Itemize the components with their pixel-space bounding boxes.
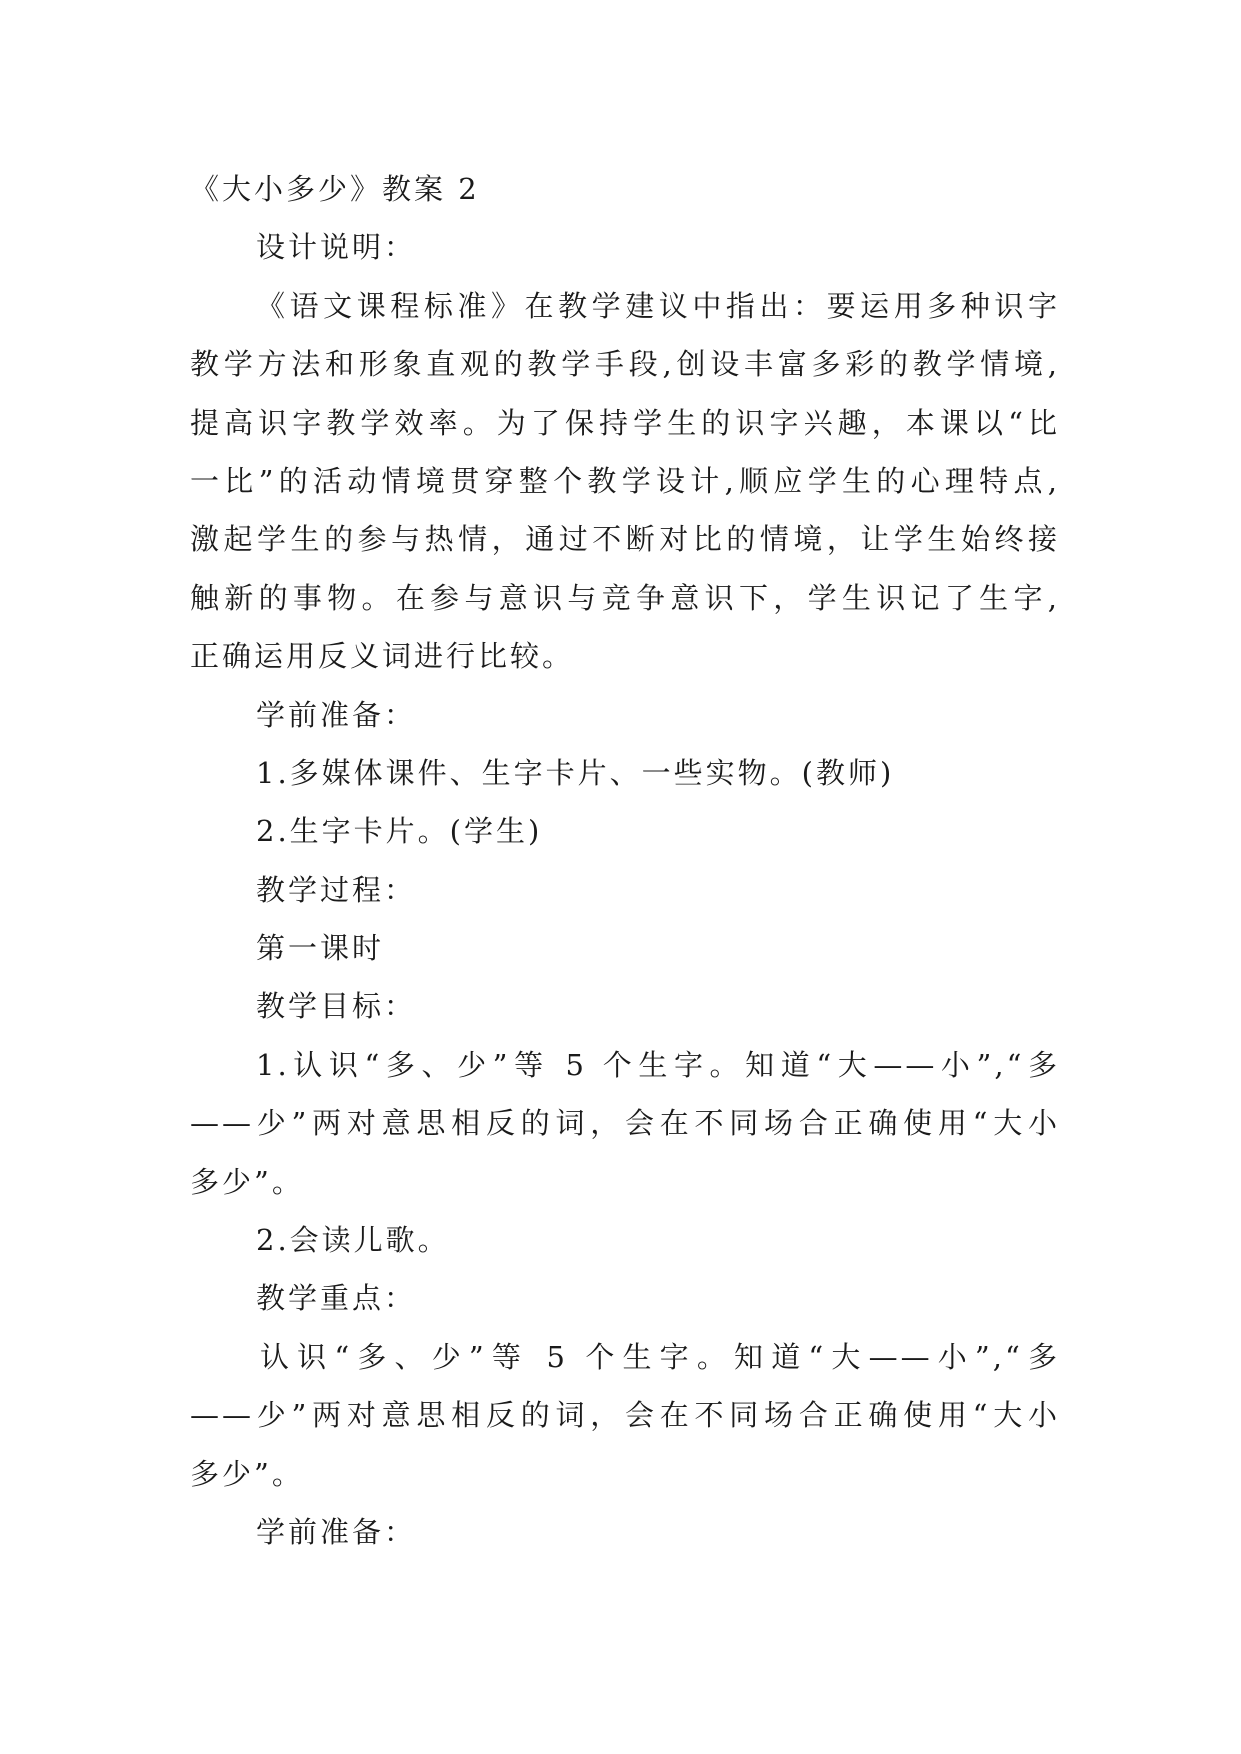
goal-1-line: ——少”两对意思相反的词，会在不同场合正确使用“大小 [190,1106,1060,1141]
focus-heading: 教学重点： [256,1281,417,1316]
prep-heading-2: 学前准备： [256,1514,417,1549]
focus-line: 认识“多、少”等 5 个生字。知道“大——小”,“多 [260,1339,1060,1374]
lesson-label: 第一课时 [256,931,385,966]
goals-heading: 教学目标： [256,989,417,1024]
process-heading: 教学过程： [256,872,417,907]
goal-1-line: 多少”。 [190,1164,304,1199]
design-heading: 设计说明： [256,230,417,265]
document-body [190,160,1060,1561]
prep-item: 1.多媒体课件、生字卡片、一些实物。(教师) [256,755,895,790]
design-paragraph-line: 一比”的活动情境贯穿整个教学设计,顺应学生的心理特点, [190,463,1060,498]
design-paragraph-line: 提高识字教学效率。为了保持学生的识字兴趣，本课以“比 [190,405,1060,440]
design-paragraph-line: 触新的事物。在参与意识与竞争意识下，学生识记了生字, [190,580,1060,615]
prep-item: 2.生字卡片。(学生) [256,814,543,849]
design-paragraph-line: 教学方法和形象直观的教学手段,创设丰富多彩的教学情境, [190,347,1060,382]
focus-line: ——少”两对意思相反的词，会在不同场合正确使用“大小 [190,1398,1060,1433]
design-paragraph-line: 激起学生的参与热情，通过不断对比的情境，让学生始终接 [190,522,1060,557]
goal-1-line: 1.认识“多、少”等 5 个生字。知道“大——小”,“多 [256,1047,1060,1082]
prep-heading: 学前准备： [256,697,417,732]
document-title: 《大小多少》教案 2 [190,172,480,206]
focus-line: 多少”。 [190,1456,304,1491]
design-paragraph-line: 正确运用反义词进行比较。 [190,639,575,674]
goal-2: 2.会读儿歌。 [256,1223,450,1258]
design-paragraph-line: 《语文课程标准》在教学建议中指出：要运用多种识字 [256,288,1060,323]
